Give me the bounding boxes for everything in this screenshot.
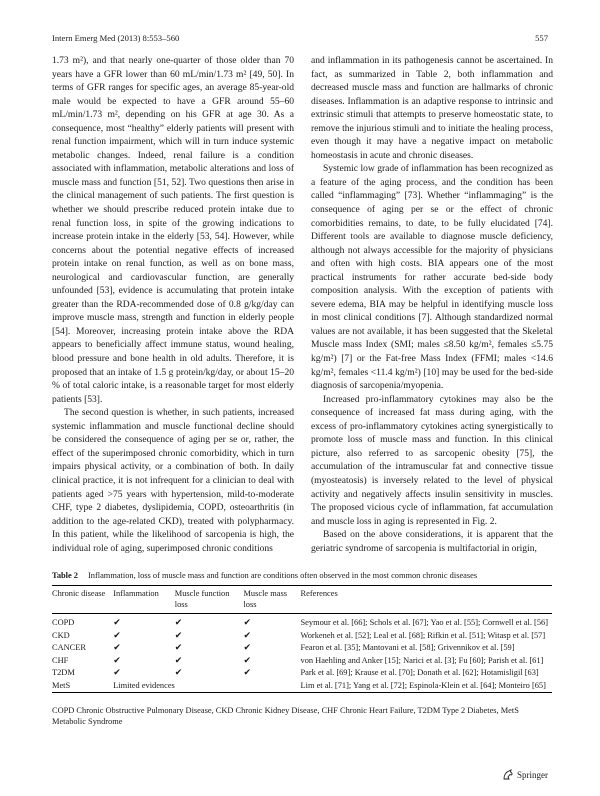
disease-cell: T2DM	[52, 668, 75, 677]
table-footnote: COPD Chronic Obstructive Pulmonary Disease, CKD Chronic Kidney Disease, CHF Chronic Heart Failure, T2DM Type 2 Diabetes, MetS Metabolic Syndrome	[52, 706, 519, 726]
references-cell: Lim et al. [71]; Yang et al. [72]; Espinola-Klein et al. [64]; Monteiro [65]	[300, 680, 546, 690]
check-icon: ✔	[243, 643, 252, 653]
check-icon: ✔	[174, 655, 183, 666]
paragraph: Systemic low grade of inflammation has been recognized as a feature of the aging process, and the condition has been called “inflammaging” [73]. Whether “inflammaging” is the consequence of aging per se or the effect of chronic comorbidities remains, to date, to be fully elucidated [74]. Different tools are available to diagnose muscle deficiency, although not always accessible for the majority of physicians and often with high costs. BIA appears one of the most practical instruments for rather accurate bed-side body composition analysis. With the exception of patients with severe edema, BIA may be helpful in identifying muscle loss in most clinical conditions [7]. Although standardized normal values are not available, it has been suggested that the Skeletal Muscle mass Index (SMI; males ≤8.50 kg/m², females ≤5.75 kg/m²) [7] or the Fat-free Mass Index (FFMI; males <14.6 kg/m², females <11.4 kg/m²) [10] may be used for the bed-side diagnosis of sarcopenia/myopenia.	[311, 163, 553, 392]
references-cell: Workeneh et al. [52]; Leal et al. [68]; Rifkin et al. [51]; Witasp et al. [57]	[300, 630, 546, 640]
table-row	[52, 642, 552, 655]
publisher-name: Springer	[517, 770, 548, 780]
disease-cell: MetS	[52, 680, 71, 690]
check-icon: ✔	[243, 618, 252, 628]
column-header: Chronic disease	[52, 589, 106, 598]
check-icon: ✔	[243, 630, 252, 641]
check-icon: ✔	[113, 630, 121, 641]
table-row	[52, 667, 552, 680]
page-number: 557	[535, 33, 548, 43]
paragraph: Increased pro-inflammatory cytokines may also be the consequence of increased fat mass during aging, with the excess of pro-inflammatory cytokines acting synergistically to promote loss of muscle mass and function. In this clinical picture, also referred to as sarcopenic obesity [75], the accumulation of the intramuscular fat and connective tissue (myosteatosis) is inversely related to the level of physical activity and negatively affects insulin sensitivity in muscles. The proposed vicious cycle of inflammation, fat accumulation and muscle loss in aging is represented in Fig. 2.	[311, 393, 553, 527]
paragraph: Based on the above considerations, it is apparent that the geriatric syndrome of sarcopenia is multifactorial in origin,	[311, 529, 553, 554]
running-header	[52, 33, 548, 47]
check-icon: ✔	[243, 668, 252, 678]
disease-cell: CHF	[52, 655, 69, 665]
table-caption	[52, 571, 552, 580]
table-row	[52, 655, 552, 668]
table-2	[52, 585, 552, 693]
paragraph: The second question is whether, in such patients, increased systemic inflammation and muscle functional decline should be considered the consequence of aging per se or, rather, the effect of the superimposed chronic comorbidity, which in turn impairs physical activity, or a combination of both. In daily clinical practice, it is not infrequent for a clinician to deal with patients aged >75 years with hypertension, mild-to-moderate CHF, type 2 diabetes, dyslipidemia, COPD, osteoarthritis (in addition to the age-related CKD), treated with polypharmacy. In this patient, while the likelihood of sarcopenia is high, the individual role of aging, superimposed chronic conditions	[52, 407, 294, 554]
references-cell: Park et al. [69]; Krause et al. [70]; Donath et al. [62]; Hotamisligil [63]	[300, 668, 539, 677]
table-row	[52, 630, 552, 643]
check-icon: ✔	[113, 618, 121, 628]
springer-horse-icon	[502, 769, 514, 781]
table-header-row	[52, 586, 552, 614]
column-header: References	[300, 589, 338, 598]
check-icon: ✔	[174, 618, 183, 628]
references-cell: Seymour et al. [66]; Schols et al. [67]; Yao et al. [55]; Cornwell et al. [56]	[300, 618, 548, 627]
table-caption-text: Inflammation, loss of muscle mass and function are conditions often observed in the most common chronic diseases	[88, 571, 478, 580]
column-header: Muscle function loss	[174, 589, 230, 609]
disease-cell: CANCER	[52, 643, 86, 652]
paragraph: 1.73 m²), and that nearly one-quarter of those older than 70 years have a GFR lower than 60 mL/min/1.73 m² [49, 50]. In terms of GFR ranges for specific ages, an average 85-year-old male would be expected to have a GFR around 55–60 mL/min/1.73 m², depending on his GFR at age 30. As a consequence, most “healthy” elderly patients will present with renal function impairment, which will in turn induce systemic metabolic changes. Indeed, renal failure is a condition associated with inflammation, metabolic alterations and loss of muscle mass and function [51, 52]. Two questions then arise in the clinical management of such patients. The first question is whether we should prescribe reduced protein intake due to renal function loss, in spite of the growing indications to increase protein intake in the elderly [53, 54]. However, while concerns about the potential negative effects of increased protein intake on renal function, as well as on bone mass, neurological and cardiovascular function, are generally unfounded [53], evidence is accumulating that protein intake greater than the RDA-recommended dose of 0.8 g/kg/day can improve muscle mass, strength and function in elderly people [54]. Moreover, increasing protein intake above the RDA appears to beneficially affect immune status, wound healing, blood pressure and bone health in old adults. Therefore, it is proposed that an intake of 1.5 g protein/kg/day, or about 15–20 % of total caloric intake, is a reasonable target for most elderly patients [53].	[52, 55, 294, 405]
check-icon: ✔	[174, 643, 183, 653]
disease-cell: COPD	[52, 618, 75, 627]
column-header: Inflammation	[113, 589, 159, 598]
journal-citation: Intern Emerg Med (2013) 8:553–560	[52, 33, 180, 43]
left-column	[52, 54, 294, 555]
table-row	[52, 614, 552, 630]
check-icon: ✔	[174, 630, 183, 641]
column-header: Muscle mass loss	[243, 589, 287, 609]
check-icon: ✔	[174, 668, 183, 678]
disease-cell: CKD	[52, 630, 70, 640]
check-icon: ✔	[113, 643, 121, 653]
check-icon: ✔	[243, 655, 252, 666]
check-icon: ✔	[113, 655, 121, 666]
paragraph: and inflammation in its pathogenesis cannot be ascertained. In fact, as summarized in Table 2, both inflammation and decreased muscle mass and function are hallmarks of chronic diseases. Inflammation is an adaptive response to intrinsic and extrinsic stimuli that attempts to preserve homeostatic state, to remove the injurious stimuli and to initiate the healing process, even though it may have a negative impact on metabolic homeostasis in acute and chronic diseases.	[311, 55, 553, 161]
references-cell: Fearon et al. [35]; Mantovani et al. [58]; Grivennikov et al. [59]	[300, 643, 515, 652]
references-cell: von Haehling and Anker [15]; Narici et al. [3]; Fu [60]; Parish et al. [61]	[300, 655, 544, 665]
table-row	[52, 680, 552, 693]
table-label: Table 2	[52, 571, 78, 580]
publisher-footer	[502, 769, 548, 781]
limited-evidence-cell: Limited evidences	[113, 680, 175, 690]
right-column	[311, 54, 553, 555]
check-icon: ✔	[113, 668, 121, 678]
